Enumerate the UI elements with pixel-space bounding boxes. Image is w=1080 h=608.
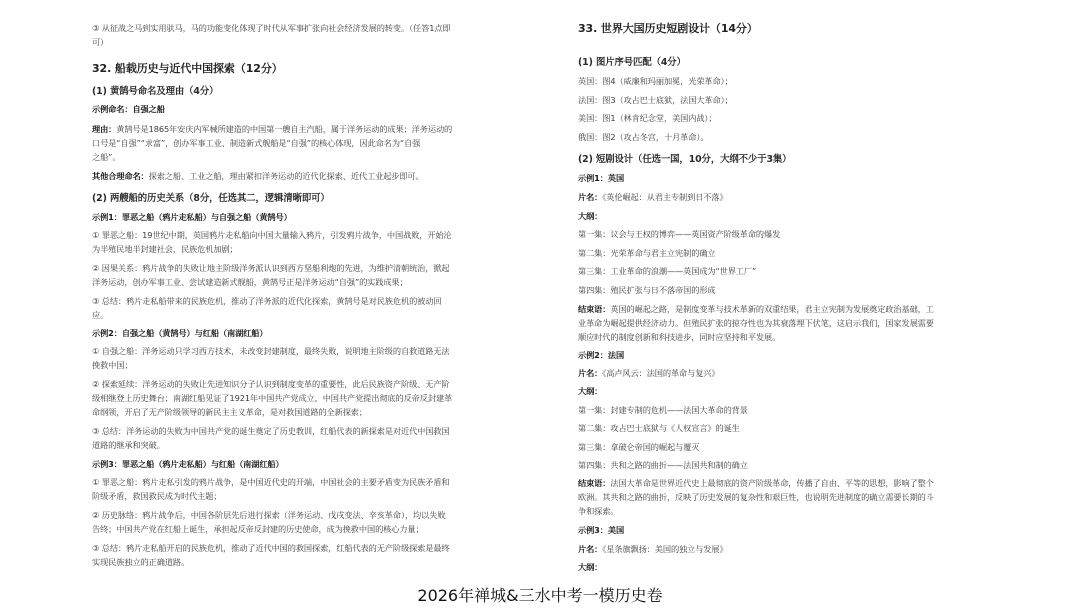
ex2-item2-line2: 级相继登上历史舞台；南湖红船见证了1921年中国共产党成立，中国共产党提出彻底的反帝反封建革 [92,393,453,403]
r-ex1-film [578,192,728,202]
ex2-item1-line2: 挽救中国； [92,360,133,370]
r-ex1-ep1: 第一集：议会与王权的博弈——英国资产阶级革命的爆发 [578,229,781,239]
ex3-item2-line1: ② 历史脉络：鸦片战争后，中国各阶层先后进行探索（洋务运动、戊戌变法、辛亥革命），均以失败 [92,510,446,520]
ex3-item3-line1: ③ 总结：鸦片走私船开启的民族危机，推动了近代中国的救国探索，红船代表的无产阶级探索是最终 [92,543,450,553]
ex1-item1-line2: 为半殖民地半封建社会，民族危机加剧； [92,244,238,254]
example-name-label: 示例命名： [92,104,133,114]
r-ex1-conclusion-line2: 业革命为崛起提供经济动力。但殖民扩张的掠夺性也为其衰落埋下伏笔，这启示我们，国家发展需要 [578,318,934,328]
ex1-item3-line2: 应。 [92,310,109,320]
r-ex2-film-label: 片名： [578,368,603,378]
r-ex2-conclusion-label: 结束语： [578,478,611,488]
exam-caption: 2026年禅城&三水中考一模历史卷 [417,586,663,605]
r-ex2-ep2: 第二集：攻占巴士底狱与《人权宣言》的诞生 [578,423,740,433]
reason-line-1 [92,124,452,134]
r-ex2-conclusion-line3: 争和探索。 [578,506,619,516]
intro-line-2: 可） [92,37,109,47]
match-usa: 美国：图1（林肯纪念堂，美国内战）； [578,113,717,123]
r-ex1-ep3: 第三集：工业革命的浪潮——英国成为“世界工厂” [578,266,757,276]
ex2-item1-line1: ① 自强之船：洋务运动只学习西方技术，未改变封建制度，最终失败，说明地主阶级的自救道路无法 [92,346,450,356]
ex1-title: 示例1：罪恶之船（鸦片走私船）与自强之船（黄鹄号） [92,212,292,222]
ex2-item3-line2: 道路的继承和突破。 [92,440,165,450]
match-england: 英国：图4（威廉和玛丽加冕，光荣革命）； [578,76,733,86]
ex1-item3-line1: ③ 总结：鸦片走私船带来的民族危机，推动了洋务派的近代化探索，黄鹄号是对民族危机的被动回 [92,296,442,306]
r-ex2-ep3: 第三集：拿破仑帝国的崛起与覆灭 [578,442,700,452]
r-ex1-conclusion-label: 结束语： [578,304,611,314]
r-ex1-ep2: 第二集：光荣革命与君主立宪制的确立 [578,248,716,258]
r-ex2-film-title: 《高卢风云：法国的革命与复兴》 [602,368,720,378]
q33-title: 33. 世界大国历史短剧设计（14分） [578,22,758,35]
example-name [92,104,165,114]
ex2-item2-line1: ② 探索延续：洋务运动的失败让先进知识分子认识到制度变革的重要性，此后民族资产阶级、无产阶 [92,379,450,389]
q33-part1-title: (1) 图片序号匹配（4分） [578,57,686,68]
q32-part2-title: (2) 两艘船的历史关系（8分，任选其二，逻辑清晰即可） [92,193,330,204]
match-france: 法国：图3（攻占巴士底狱，法国大革命）； [578,95,733,105]
ex3-title: 示例3：罪恶之船（鸦片走私船）与红船（南湖红船） [92,459,284,469]
r-ex1-title: 示例1：英国 [578,173,625,183]
q33-part2-title: (2) 短剧设计（任选一国，10分，大纲不少于3集） [578,154,792,165]
ex3-item2-line2: 告终；中国共产党在红船上诞生，承担起反帝反封建的历史使命，成为挽救中国的核心力量； [92,524,424,534]
r-ex3-film-title: 《星条旗飘扬：美国的独立与发展》 [602,544,728,554]
r-ex2-conclusion-line2: 欧洲。其共和之路的曲折，反映了历史发展的复杂性和艰巨性，也说明先进制度的确立需要长期的斗 [578,492,934,502]
ex1-item2-line2: 洋务运动，创办军事工业、尝试建造新式舰船，黄鹄号正是洋务运动“自强”的实践成果； [92,277,408,287]
q32-title: 32. 船载历史与近代中国探索（12分） [92,62,283,75]
ex1-item1-line1: ① 罪恶之船：19世纪中期，英国鸦片走私船向中国大量输入鸦片，引发鸦片战争，中国战败，开始沦 [92,230,452,240]
r-ex2-conclusion-line1 [578,478,934,488]
other-names-label: 其他合理命名： [92,171,149,181]
r-ex3-title: 示例3：美国 [578,525,625,535]
r-ex1-conclusion-line3: 顺应时代的制度创新和科技进步，同时应坚持和平发展。 [578,332,781,342]
ex2-title: 示例2：自强之船（黄鹄号）与红船（南湖红船） [92,328,268,338]
r-ex2-outline-label: 大纲： [578,386,603,396]
example-name-value: 自强之船 [132,104,165,114]
r-ex1-conclusion-text: 英国的崛起之路，是制度变革与技术革新的双重结果，君主立宪制为发展奠定政治基础，工 [610,304,934,314]
r-ex1-film-title: 《英伦崛起：从君主专制到日不落》 [602,192,728,202]
reason-line-3: 之船”。 [92,152,121,162]
ex1-item2-line1: ② 因果关系：鸦片战争的失败让地主阶级洋务派认识到西方坚船利炮的先进，为维护清朝统治，掀起 [92,263,450,273]
r-ex2-conclusion-text: 法国大革命是世界近代史上最彻底的资产阶级革命，传播了自由、平等的思想，影响了整个 [610,478,934,488]
other-names-text: 探索之船、工业之船，理由紧扣洋务运动的近代化探索、近代工业起步即可。 [148,171,424,181]
r-ex3-outline-label: 大纲： [578,562,603,572]
r-ex2-ep1: 第一集：封建专制的危机——法国大革命的背景 [578,405,748,415]
r-ex1-ep4: 第四集：殖民扩张与日不落帝国的形成 [578,285,716,295]
r-ex1-film-label: 片名： [578,192,603,202]
ex3-item1-line1: ① 罪恶之船：鸦片走私引发的鸦片战争，是中国近代史的开端，中国社会的主要矛盾变为民族矛盾和 [92,477,450,487]
reason-label: 理由： [92,124,117,134]
reason-line-2: 口号是“自强”“求富”，创办军事工业、制造新式舰船是“自强”的核心体现，因此命名为“自强 [92,138,421,148]
r-ex1-outline-label: 大纲： [578,211,603,221]
q32-part1-title: (1) 黄鹄号命名及理由（4分） [92,86,219,97]
r-ex1-conclusion-line1 [578,304,934,314]
r-ex2-film [578,368,719,378]
ex2-item2-line3: 命纲领，开启了无产阶级领导的新民主主义革命，是对救国道路的全新探索； [92,407,367,417]
ex3-item3-line2: 实现民族独立的正确道路。 [92,557,190,567]
intro-line-1: ③ 从征战之马到实用驮马，马的功能变化体现了时代从军事扩张向社会经济发展的转变。（任答1点即 [92,23,451,33]
ex3-item1-line2: 阶级矛盾，救国救民成为时代主题； [92,491,222,501]
reason-text: 黄鹄号是1865年安庆内军械所建造的中国第一艘自主汽船，属于洋务运动的成果；洋务运动的 [116,124,453,134]
r-ex3-film-label: 片名： [578,544,603,554]
ex2-item3-line1: ③ 总结：洋务运动的失败为中国共产党的诞生奠定了历史教训，红船代表的新探索是对近代中国救国 [92,426,450,436]
other-names [92,171,424,181]
r-ex2-title: 示例2：法国 [578,350,625,360]
r-ex2-ep4: 第四集：共和之路的曲折——法国共和制的确立 [578,460,748,470]
match-russia: 俄国：图2（攻占冬宫，十月革命）。 [578,132,709,142]
r-ex3-film [578,544,728,554]
